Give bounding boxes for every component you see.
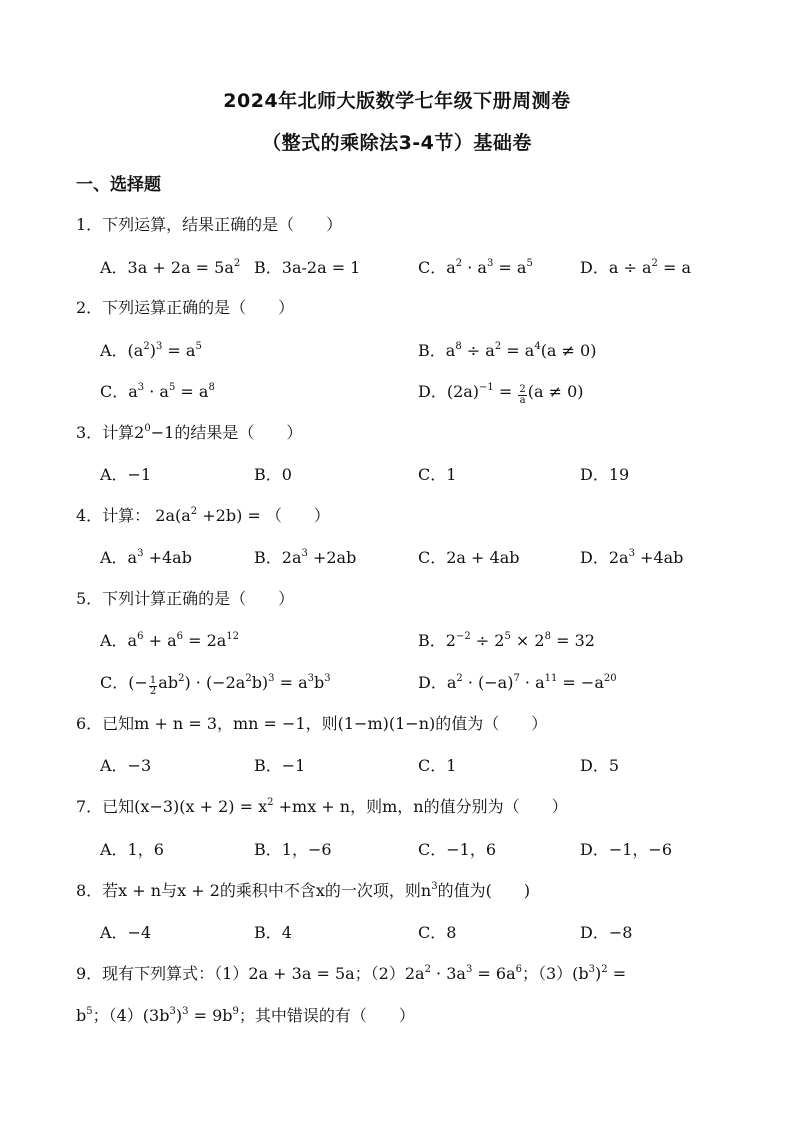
- question-8-stem: 8．若x + n与x + 2的乘积中不含x的一次项，则$n^3$的值为( ): [76, 881, 531, 900]
- q1-option-c: C．$a^2 \cdot a^3 = a^5$: [418, 258, 533, 277]
- q1-option-d: D．$a \div a^2 = a$: [580, 258, 691, 277]
- q6-option-b: B．−1: [254, 756, 306, 775]
- q7-option-a: A．1，6: [100, 840, 164, 859]
- q3-option-c: C．1: [418, 465, 457, 484]
- q6-option-a: A．−3: [100, 756, 152, 775]
- q3-option-d: D．19: [580, 465, 630, 484]
- q7-option-c: C．−1，6: [418, 840, 497, 859]
- q3-option-b: B．0: [254, 465, 292, 484]
- question-1-stem: 1．下列运算，结果正确的是（ ）: [76, 215, 343, 234]
- q8-option-d: D．−8: [580, 923, 633, 942]
- q4-option-c: C．2a + 4ab: [418, 548, 520, 567]
- q5-option-a: A．$a^6 + a^6 = 2a^{12}$: [100, 631, 240, 650]
- q2-option-b: B．$a^8 \div a^2 = a^4(a \ne 0)$: [418, 341, 597, 360]
- q7-option-d: D．−1，−6: [580, 840, 673, 859]
- q8-option-c: C．8: [418, 923, 457, 942]
- q4-option-b: B．$2a^3 +2ab$: [254, 548, 357, 567]
- q3-option-a: A．−1: [100, 465, 152, 484]
- q1-option-a: A．$3a + 2a = 5a^2$: [100, 258, 241, 277]
- question-2-stem: 2．下列运算正确的是（ ）: [76, 298, 295, 317]
- q6-option-d: D．5: [580, 756, 620, 775]
- question-3-stem: 3．计算$2^0-1$的结果是（ ）: [76, 423, 303, 442]
- title-line-2: （整式的乘除法3-4节）基础卷: [262, 132, 532, 154]
- q4-option-a: A．$a^3 +4ab$: [100, 548, 192, 567]
- q8-option-a: A．−4: [100, 923, 152, 942]
- q7-option-b: B．1，−6: [254, 840, 332, 859]
- q2-option-d: D．$(2a)^{-1}$ = $\frac{2}{a}$ (a ≠ 0): [418, 382, 584, 406]
- section-heading: 一、选择题: [76, 175, 161, 195]
- question-6-stem: 6．已知m + n = 3，mn = −1，则(1−m)(1−n)的值为（ ）: [76, 714, 548, 733]
- q1-option-b: B．3a-2a = 1: [254, 258, 361, 277]
- q6-option-c: C．1: [418, 756, 457, 775]
- q4-option-d: D．$2a^3 +4ab$: [580, 548, 684, 567]
- question-9-line-1: 9．现有下列算式：（1）2a + 3a = 5a；$(2)2a^2 \cdot 3a^3 = 6a^6$；$(3)(b^3)^2$ =: [76, 964, 627, 983]
- question-9-line-2: $b^5$；$(4)(3b^3)^3 = 9b^9$；其中错误的有（ ）: [76, 1006, 415, 1025]
- q2-option-a: A．$(a^2)^3 = a^5$: [100, 341, 202, 360]
- q5-option-b: B．$2^{-2} \div 2^5 \times 2^8 = 32$: [418, 631, 595, 650]
- q5-option-d: D．$a^2 \cdot (-a)^7 \cdot a^{11} = -a^{20}$: [418, 673, 617, 692]
- question-5-stem: 5．下列计算正确的是（ ）: [76, 589, 295, 608]
- fraction: $\frac{1}{2}$: [149, 675, 157, 697]
- question-7-stem: 7．已知$(x-3)(x + 2) = x^2 +mx + n$，则m，n的值分别为（ ）: [76, 797, 568, 816]
- q8-option-b: B．4: [254, 923, 292, 942]
- q5-option-c: C．(− $\frac{1}{2}$ $ab^2) \cdot (-2a^2b)^3 = a^3b^3$: [100, 673, 331, 697]
- fraction: $\frac{2}{a}$: [519, 384, 526, 406]
- title-line-1: 2024年北师大版数学七年级下册周测卷: [223, 90, 571, 112]
- question-4-stem: 4．计算： $2a(a^2 +2b)$ = （ ）: [76, 506, 330, 525]
- q2-option-c: C．$a^3 \cdot a^5 = a^8$: [100, 382, 215, 401]
